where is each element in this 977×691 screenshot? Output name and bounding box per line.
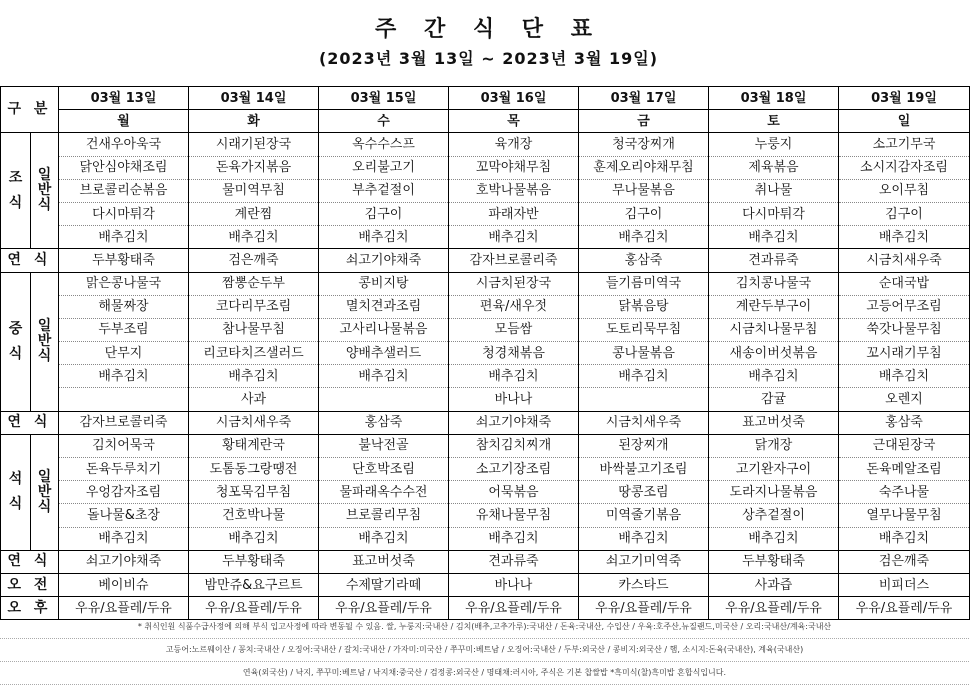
dinner-dish: 배추김치 (709, 527, 839, 550)
porridge-1-item: 검은깨죽 (189, 249, 319, 272)
lunch-label: 중 식 (1, 272, 31, 411)
breakfast-dish: 훈제오리야채무침 (579, 156, 709, 179)
footnotes (0, 616, 969, 685)
page-title: 주 간 식 단 표 (375, 17, 602, 42)
dinner-dish: 어묵볶음 (449, 481, 579, 504)
snack-am-item: 밤만쥬&요구르트 (189, 573, 319, 596)
lunch-dish: 콩비지탕 (319, 272, 449, 295)
porridge-1-item: 감자브로콜리죽 (449, 249, 579, 272)
porridge-2-item: 홍삼죽 (839, 411, 970, 434)
snack-am-item: 바나나 (449, 573, 579, 596)
porridge-1-item: 두부황태죽 (59, 249, 189, 272)
porridge-1-label: 연 식 (1, 249, 59, 272)
dinner-dish: 근대된장국 (839, 434, 970, 457)
lunch-dish: 배추김치 (579, 365, 709, 388)
lunch-dish: 단무지 (59, 342, 189, 365)
lunch-dish: 청경채볶음 (449, 342, 579, 365)
dinner-dish: 도톰동그랑땡전 (189, 458, 319, 481)
breakfast-dish: 제육볶음 (709, 156, 839, 179)
dinner-dish: 우엉감자조림 (59, 481, 189, 504)
snack-pm-item: 우유/요플레/두유 (839, 597, 970, 620)
dinner-dish: 배추김치 (59, 527, 189, 550)
dinner-dish: 배추김치 (449, 527, 579, 550)
breakfast-dish: 김구이 (319, 202, 449, 225)
snack-pm-item: 우유/요플레/두유 (709, 597, 839, 620)
lunch-dish: 콩나물볶음 (579, 342, 709, 365)
date-cell: 03월 19일 (839, 87, 970, 110)
dinner-dish: 열무나물무침 (839, 504, 970, 527)
porridge-2-item: 표고버섯죽 (709, 411, 839, 434)
lunch-dish: 코다리무조림 (189, 295, 319, 318)
breakfast-dish: 옥수수스프 (319, 133, 449, 156)
lunch-dish: 순대국밥 (839, 272, 970, 295)
snack-am-label: 오 전 (1, 573, 59, 596)
lunch-dish: 김치콩나물국 (709, 272, 839, 295)
lunch-dish: 참나물무침 (189, 318, 319, 341)
snack-am-item: 카스타드 (579, 573, 709, 596)
dinner-dish: 돈육메알조림 (839, 458, 970, 481)
date-cell: 03월 18일 (709, 87, 839, 110)
lunch-dish: 바나나 (449, 388, 579, 411)
breakfast-dish: 무나물볶음 (579, 179, 709, 202)
breakfast-dish: 계란찜 (189, 202, 319, 225)
breakfast-dish: 돈육가지볶음 (189, 156, 319, 179)
breakfast-dish: 배추김치 (709, 226, 839, 249)
breakfast-dish: 오이무침 (839, 179, 970, 202)
breakfast-dish: 다시마튀각 (709, 202, 839, 225)
porridge-3-item: 쇠고기야채죽 (59, 550, 189, 573)
breakfast-dish: 꼬막야채무침 (449, 156, 579, 179)
dinner-dish: 김치어묵국 (59, 434, 189, 457)
dinner-dish: 숙주나물 (839, 481, 970, 504)
page-subtitle: (2023년 3월 13일 ~ 2023년 3월 19일) (318, 49, 659, 68)
lunch-dish: 고등어무조림 (839, 295, 970, 318)
breakfast-dish: 브로콜리순볶음 (59, 179, 189, 202)
breakfast-dish: 배추김치 (59, 226, 189, 249)
lunch-dish (59, 388, 189, 411)
porridge-2-item: 감자브로콜리죽 (59, 411, 189, 434)
lunch-dish: 편육/새우젓 (449, 295, 579, 318)
breakfast-dish: 물미역무침 (189, 179, 319, 202)
day-cell: 목 (449, 110, 579, 133)
day-cell: 금 (579, 110, 709, 133)
date-cell: 03월 13일 (59, 87, 189, 110)
snack-am-item: 베이비슈 (59, 573, 189, 596)
snack-am-item: 비피더스 (839, 573, 970, 596)
dinner-dish: 단호박조림 (319, 458, 449, 481)
dinner-dish: 바싹불고기조림 (579, 458, 709, 481)
breakfast-dish: 배추김치 (449, 226, 579, 249)
breakfast-dish: 소고기무국 (839, 133, 970, 156)
lunch-dish: 시금치된장국 (449, 272, 579, 295)
lunch-dish: 배추김치 (449, 365, 579, 388)
dinner-dish: 돌나물&초장 (59, 504, 189, 527)
footnote-line: 고등어:노르웨이산 / 꽁치:국내산 / 오징어:국내산 / 갈치:국내산 / 가자미:미국산 / 쭈꾸미:베트남 / 오징어:국내산 / 두부:외국산 / 콩비지:외국산 / 햄, 소시지:돈육(국내산), 계육(국내산) (0, 639, 969, 662)
day-cell: 수 (319, 110, 449, 133)
porridge-2-label: 연 식 (1, 411, 59, 434)
snack-pm-item: 우유/요플레/두유 (449, 597, 579, 620)
breakfast-dish: 김구이 (579, 202, 709, 225)
breakfast-dish: 소시지감자조림 (839, 156, 970, 179)
dinner-dish: 물파래옥수수전 (319, 481, 449, 504)
dinner-dish: 불낙전골 (319, 434, 449, 457)
porridge-3-item: 표고버섯죽 (319, 550, 449, 573)
dinner-dish: 청포묵김무침 (189, 481, 319, 504)
lunch-dish: 멸치견과조림 (319, 295, 449, 318)
lunch-dish (579, 388, 709, 411)
breakfast-dish: 오리불고기 (319, 156, 449, 179)
dinner-dish: 배추김치 (839, 527, 970, 550)
dinner-dish: 미역줄기볶음 (579, 504, 709, 527)
day-cell: 월 (59, 110, 189, 133)
lunch-dish: 들기름미역국 (579, 272, 709, 295)
breakfast-label: 조 식 (1, 133, 31, 249)
dinner-dish: 땅콩조림 (579, 481, 709, 504)
porridge-1-item: 쇠고기야채죽 (319, 249, 449, 272)
porridge-3-item: 검은깨죽 (839, 550, 970, 573)
porridge-3-item: 견과류죽 (449, 550, 579, 573)
lunch-dish: 배추김치 (189, 365, 319, 388)
snack-pm-item: 우유/요플레/두유 (579, 597, 709, 620)
breakfast-dish: 건새우아욱국 (59, 133, 189, 156)
porridge-1-item: 견과류죽 (709, 249, 839, 272)
dinner-dish: 배추김치 (319, 527, 449, 550)
porridge-3-label: 연 식 (1, 550, 59, 573)
snack-pm-item: 우유/요플레/두유 (189, 597, 319, 620)
porridge-2-item: 시금치새우죽 (189, 411, 319, 434)
date-cell: 03월 16일 (449, 87, 579, 110)
dinner-dish: 닭개장 (709, 434, 839, 457)
lunch-dish: 배추김치 (59, 365, 189, 388)
dinner-dish: 된장찌개 (579, 434, 709, 457)
lunch-dish: 꼬시래기무침 (839, 342, 970, 365)
dinner-sub-label: 일 반 식 (31, 434, 59, 550)
lunch-dish: 사과 (189, 388, 319, 411)
lunch-dish: 쑥갓나물무침 (839, 318, 970, 341)
lunch-dish: 배추김치 (839, 365, 970, 388)
porridge-1-item: 홍삼죽 (579, 249, 709, 272)
dinner-dish: 도라지나물볶음 (709, 481, 839, 504)
snack-pm-item: 우유/요플레/두유 (59, 597, 189, 620)
lunch-dish: 리코타치즈샐러드 (189, 342, 319, 365)
lunch-dish: 시금치나물무침 (709, 318, 839, 341)
menu-table (0, 86, 970, 620)
breakfast-dish: 누룽지 (709, 133, 839, 156)
breakfast-dish: 부추겉절이 (319, 179, 449, 202)
snack-am-item: 수제딸기라떼 (319, 573, 449, 596)
lunch-dish: 모듬쌈 (449, 318, 579, 341)
lunch-dish: 감귤 (709, 388, 839, 411)
lunch-sub-label: 일 반 식 (31, 272, 59, 411)
porridge-3-item: 두부황태죽 (189, 550, 319, 573)
lunch-dish: 짬뽕순두부 (189, 272, 319, 295)
lunch-dish: 맑은콩나물국 (59, 272, 189, 295)
lunch-dish: 양배추샐러드 (319, 342, 449, 365)
date-cell: 03월 14일 (189, 87, 319, 110)
lunch-dish: 배추김치 (709, 365, 839, 388)
lunch-dish: 닭볶음탕 (579, 295, 709, 318)
dinner-dish: 소고기장조림 (449, 458, 579, 481)
breakfast-dish: 배추김치 (839, 226, 970, 249)
dinner-dish: 배추김치 (579, 527, 709, 550)
breakfast-dish: 다시마튀각 (59, 202, 189, 225)
breakfast-dish: 배추김치 (189, 226, 319, 249)
dinner-dish: 돈육두루치기 (59, 458, 189, 481)
porridge-2-item: 홍삼죽 (319, 411, 449, 434)
breakfast-dish: 배추김치 (319, 226, 449, 249)
porridge-2-item: 쇠고기야채죽 (449, 411, 579, 434)
breakfast-dish: 닭안심야채조림 (59, 156, 189, 179)
lunch-dish: 두부조림 (59, 318, 189, 341)
dinner-dish: 참치김치찌개 (449, 434, 579, 457)
dinner-dish: 유채나물무침 (449, 504, 579, 527)
dinner-dish: 배추김치 (189, 527, 319, 550)
dinner-dish: 고기완자구이 (709, 458, 839, 481)
day-cell: 토 (709, 110, 839, 133)
footnote-line: 연육(외국산) / 낙지, 쭈꾸미:베트남 / 낙지채:중국산 / 검정콩:외국산 / 명태채:러시아, 주식은 기본 찹쌀밥 *흑미식(찰)흑미밥 혼합식입니다. (0, 662, 969, 685)
breakfast-dish: 육개장 (449, 133, 579, 156)
lunch-dish: 도토리묵무침 (579, 318, 709, 341)
lunch-dish: 해물짜장 (59, 295, 189, 318)
breakfast-dish: 청국장찌개 (579, 133, 709, 156)
dinner-dish: 상추겉절이 (709, 504, 839, 527)
breakfast-sub-label: 일 반 식 (31, 133, 59, 249)
lunch-dish: 오렌지 (839, 388, 970, 411)
snack-pm-item: 우유/요플레/두유 (319, 597, 449, 620)
snack-pm-label: 오 후 (1, 597, 59, 620)
porridge-1-item: 시금치새우죽 (839, 249, 970, 272)
header-label: 구 분 (1, 87, 59, 133)
breakfast-dish: 김구이 (839, 202, 970, 225)
lunch-dish: 계란두부구이 (709, 295, 839, 318)
breakfast-dish: 배추김치 (579, 226, 709, 249)
date-cell: 03월 17일 (579, 87, 709, 110)
porridge-3-item: 두부황태죽 (709, 550, 839, 573)
dinner-dish: 브로콜리무침 (319, 504, 449, 527)
lunch-dish: 배추김치 (319, 365, 449, 388)
breakfast-dish: 취나물 (709, 179, 839, 202)
day-cell: 화 (189, 110, 319, 133)
snack-am-item: 사과즙 (709, 573, 839, 596)
dinner-dish: 건호박나물 (189, 504, 319, 527)
date-cell: 03월 15일 (319, 87, 449, 110)
dinner-dish: 황태계란국 (189, 434, 319, 457)
breakfast-dish: 파래자반 (449, 202, 579, 225)
footnote-line: * 취식인원 식품수급사정에 의해 부식 입고사정에 따라 변동될 수 있음. 쌀, 누룽지:국내산 / 김치(배추,고추가루):국내산 / 돈육:국내산, 수입산 / 우육:호주산,뉴질랜드,미국산 / 오리:국내산/계육:국내산 (0, 616, 969, 639)
breakfast-dish: 호박나물볶음 (449, 179, 579, 202)
lunch-dish: 고사리나물볶음 (319, 318, 449, 341)
breakfast-dish: 시래기된장국 (189, 133, 319, 156)
lunch-dish: 새송이버섯볶음 (709, 342, 839, 365)
dinner-label: 석 식 (1, 434, 31, 550)
lunch-dish (319, 388, 449, 411)
day-cell: 일 (839, 110, 970, 133)
porridge-3-item: 쇠고기미역죽 (579, 550, 709, 573)
porridge-2-item: 시금치새우죽 (579, 411, 709, 434)
